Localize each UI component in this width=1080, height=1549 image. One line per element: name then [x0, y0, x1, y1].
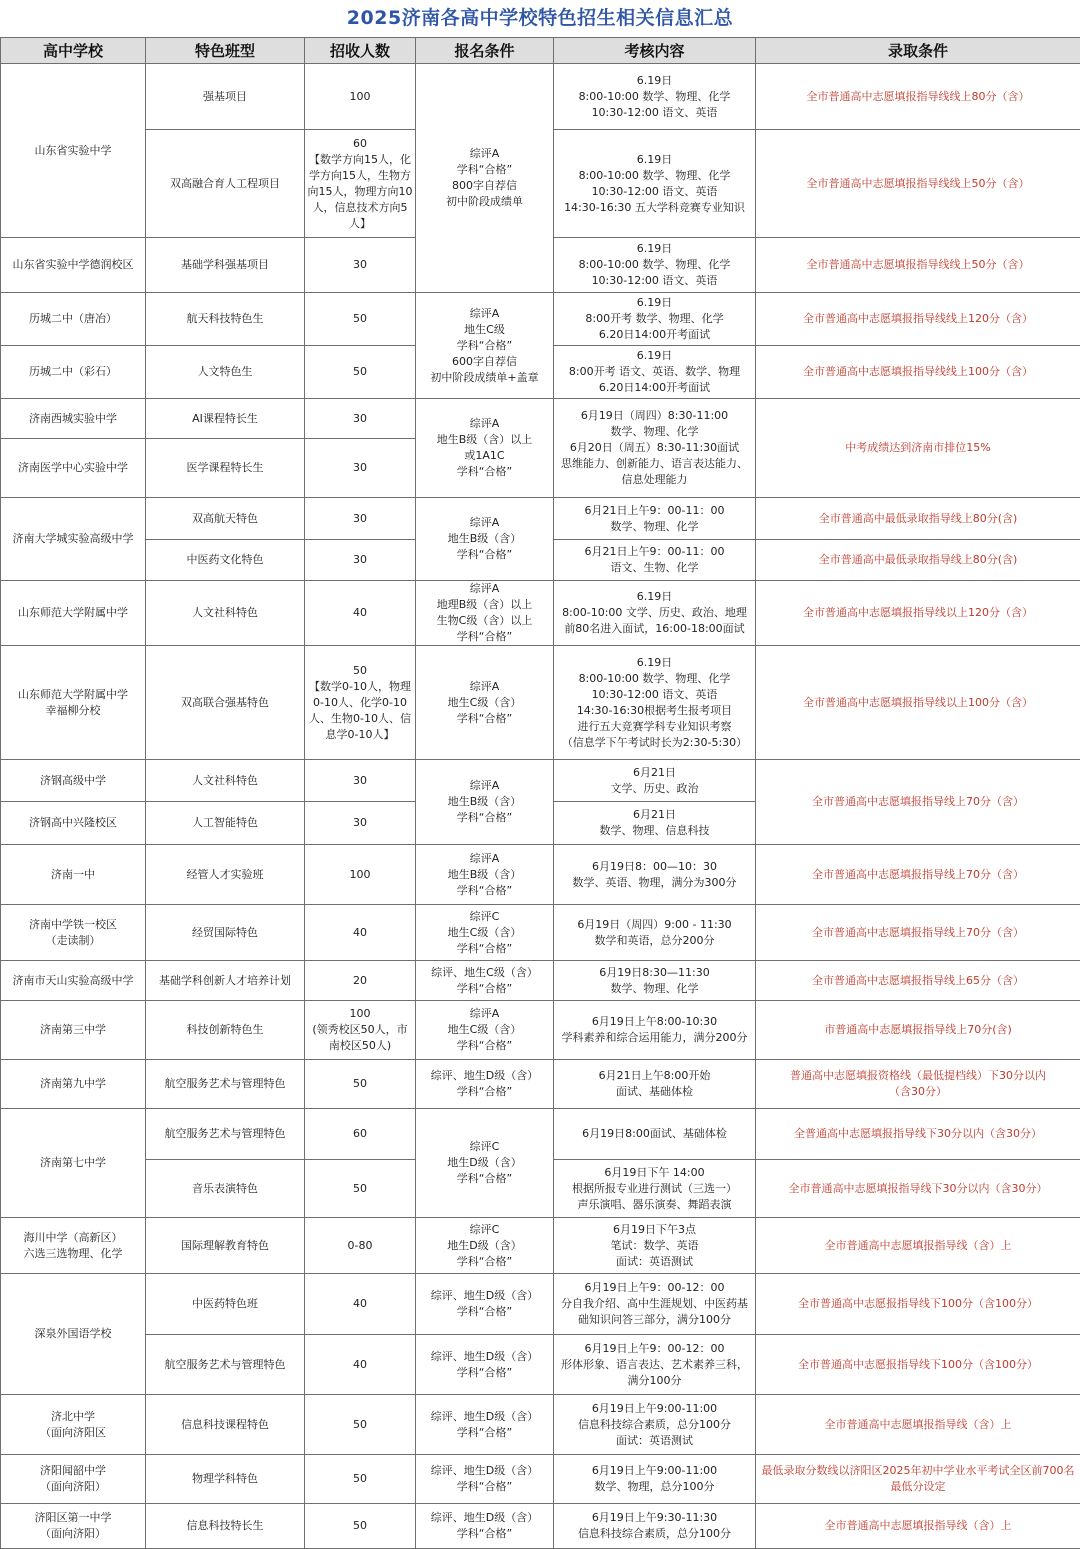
exam-cell: 6月21日上午8:00开始 面试、基础体检 [554, 1060, 756, 1109]
table-row [1, 1395, 1080, 1455]
exam-cell: 6月19日上午8:00-10:30 学科素养和综合运用能力，满分200分 [554, 1001, 756, 1060]
enrollment-cell: 40 [305, 905, 416, 961]
enrollment-cell: 100 (领秀校区50人，市南校区50人) [305, 1001, 416, 1060]
exam-cell: 6.19日 8:00开考 语文、英语、数学、物理 6.20日14:00开考面试 [554, 346, 756, 399]
school-cell: 济北中学 （面向济阳区 [1, 1395, 146, 1455]
exam-cell: 6月19日下午3点 笔试：数学、英语 面试：英语测试 [554, 1218, 756, 1274]
admission-cell: 全市普通高中志愿报指导线下100分（含100分） [756, 1274, 1080, 1335]
class-type-cell: 物理学科特色 [146, 1455, 305, 1504]
exam-cell: 6月21日 文学、历史、政治 [554, 760, 756, 802]
requirement-cell: 综评A 地理B级（含）以上 生物C级（含）以上 学科“合格” [416, 581, 554, 646]
enrollment-cell: 60 [305, 1109, 416, 1160]
school-cell: 济南一中 [1, 845, 146, 905]
table-row [1, 961, 1080, 1001]
school-cell: 济南市天山实验高级中学 [1, 961, 146, 1001]
requirement-cell: 综评、地生D级（含） 学科“合格” [416, 1060, 554, 1109]
requirement-cell: 综评A 地生C级（含） 学科“合格” [416, 646, 554, 760]
class-type-cell: 中医药特色班 [146, 1274, 305, 1335]
class-type-cell: 航空服务艺术与管理特色 [146, 1109, 305, 1160]
school-cell: 济南第九中学 [1, 1060, 146, 1109]
school-cell: 山东省实验中学德润校区 [1, 238, 146, 293]
exam-cell: 6月19日8:30—11:30 数学、物理、化学 [554, 961, 756, 1001]
exam-cell: 6.19日 8:00-10:00 数学、物理、化学 10:30-12:00 语文、英语 14:30-16:30 五大学科竞赛专业知识 [554, 130, 756, 238]
class-type-cell: 强基项目 [146, 64, 305, 130]
header-class-type: 特色班型 [146, 38, 305, 64]
enrollment-cell: 30 [305, 439, 416, 498]
exam-cell: 6月19日下午 14:00 根据所报专业进行测试（三选一） 声乐演唱、器乐演奏、舞蹈表演 [554, 1160, 756, 1218]
class-type-cell: 信息科技课程特色 [146, 1395, 305, 1455]
admission-cell: 全市普通高中志愿填报指导线线上120分（含） [756, 293, 1080, 346]
school-cell: 济钢高中兴隆校区 [1, 802, 146, 845]
class-type-cell: 人工智能特色 [146, 802, 305, 845]
school-cell: 济钢高级中学 [1, 760, 146, 802]
class-type-cell: 中医药文化特色 [146, 540, 305, 581]
school-cell: 历城二中（唐冶） [1, 293, 146, 346]
admission-cell: 全市普通高中志愿填报指导线以上120分（含） [756, 581, 1080, 646]
enrollment-cell: 50 【数学0-10人，物理0-10人、化学0-10人、生物0-10人、信息学0-10人】 [305, 646, 416, 760]
class-type-cell: 航天科技特色生 [146, 293, 305, 346]
table-row [1, 1335, 1080, 1395]
exam-cell: 6.19日 8:00开考 数学、物理、化学 6.20日14:00开考面试 [554, 293, 756, 346]
admission-cell: 全市普通高中志愿填报指导线上70分（含） [756, 845, 1080, 905]
school-cell: 海川中学（高新区） 六选三选物理、化学 [1, 1218, 146, 1274]
enrollment-cell: 30 [305, 760, 416, 802]
class-type-cell: 双高航天特色 [146, 498, 305, 540]
requirement-cell: 综评、地生C级（含） 学科“合格” [416, 961, 554, 1001]
class-type-cell: 基础学科强基项目 [146, 238, 305, 293]
school-cell: 济阳闻韶中学 （面向济阳） [1, 1455, 146, 1504]
exam-cell: 6.19日 8:00-10:00 文学、历史、政治、地理 前80名进入面试，16:00-18:00面试 [554, 581, 756, 646]
admission-cell: 市普通高中志愿填报指导线上70分(含) [756, 1001, 1080, 1060]
admission-cell: 普通高中志愿填报资格线（最低提档线）下30分以内 （含30分） [756, 1060, 1080, 1109]
enrollment-cell: 30 [305, 802, 416, 845]
table-row [1, 581, 1080, 646]
class-type-cell: 经管人才实验班 [146, 845, 305, 905]
admission-table [0, 37, 1080, 1549]
admission-cell: 最低录取分数线以济阳区2025年初中学业水平考试全区前700名最低分设定 [756, 1455, 1080, 1504]
table-row [1, 1504, 1080, 1549]
admission-cell: 中考成绩达到济南市排位15% [756, 399, 1080, 498]
requirement-cell: 综评A 地生B级（含） 学科“合格” [416, 845, 554, 905]
requirement-cell: 综评A 地生B级（含）以上 或1A1C 学科“合格” [416, 399, 554, 498]
enrollment-cell: 30 [305, 498, 416, 540]
requirement-cell: 综评C 地生D级（含） 学科“合格” [416, 1109, 554, 1218]
class-type-cell: AI课程特长生 [146, 399, 305, 439]
class-type-cell: 国际理解教育特色 [146, 1218, 305, 1274]
enrollment-cell: 50 [305, 293, 416, 346]
school-cell: 山东师范大学附属中学 [1, 581, 146, 646]
class-type-cell: 科技创新特色生 [146, 1001, 305, 1060]
enrollment-cell: 30 [305, 399, 416, 439]
class-type-cell: 人文特色生 [146, 346, 305, 399]
requirement-cell: 综评C 地生D级（含） 学科“合格” [416, 1218, 554, 1274]
table-row [1, 64, 1080, 130]
class-type-cell: 人文社科特色 [146, 581, 305, 646]
exam-cell: 6月19日（周四）9:00 - 11:30 数学和英语，总分200分 [554, 905, 756, 961]
requirement-cell: 综评、地生D级（含） 学科“合格” [416, 1395, 554, 1455]
exam-cell: 6.19日 8:00-10:00 数学、物理、化学 10:30-12:00 语文、英语 [554, 64, 756, 130]
enrollment-cell: 50 [305, 1395, 416, 1455]
enrollment-cell: 50 [305, 1060, 416, 1109]
class-type-cell: 音乐表演特色 [146, 1160, 305, 1218]
school-cell: 济南医学中心实验中学 [1, 439, 146, 498]
admission-cell: 全市普通高中最低录取指导线上80分(含) [756, 498, 1080, 540]
exam-cell: 6月19日8:00面试、基础体检 [554, 1109, 756, 1160]
requirement-cell: 综评、地生D级（含） 学科“合格” [416, 1274, 554, 1335]
school-cell: 山东省实验中学 [1, 64, 146, 238]
enrollment-cell: 50 [305, 1504, 416, 1549]
header-admission: 录取条件 [756, 38, 1080, 64]
admission-cell: 全市普通高中志愿填报指导线线上100分（含） [756, 346, 1080, 399]
table-row [1, 1218, 1080, 1274]
requirement-cell: 综评A 地生C级（含） 学科“合格” [416, 1001, 554, 1060]
school-cell: 济南大学城实验高级中学 [1, 498, 146, 581]
admission-cell: 全市普通高中志愿报指导线下100分（含100分） [756, 1335, 1080, 1395]
admission-cell: 全市普通高中志愿填报指导线上70分（含） [756, 905, 1080, 961]
school-cell: 济阳区第一中学 （面向济阳） [1, 1504, 146, 1549]
school-cell: 山东师范大学附属中学 幸福柳分校 [1, 646, 146, 760]
exam-cell: 6.19日 8:00-10:00 数学、物理、化学 10:30-12:00 语文、英语 [554, 238, 756, 293]
enrollment-cell: 30 [305, 540, 416, 581]
admission-cell: 全市普通高中志愿填报指导线（含）上 [756, 1395, 1080, 1455]
requirement-cell: 综评A 学科“合格” 800字自荐信 初中阶段成绩单 [416, 64, 554, 293]
school-cell: 深泉外国语学校 [1, 1274, 146, 1395]
class-type-cell: 双高融合育人工程项目 [146, 130, 305, 238]
admission-cell: 全市普通高中志愿填报指导线上65分（含） [756, 961, 1080, 1001]
enrollment-cell: 50 [305, 346, 416, 399]
class-type-cell: 经贸国际特色 [146, 905, 305, 961]
requirement-cell: 综评、地生D级（含） 学科“合格” [416, 1504, 554, 1549]
enrollment-cell: 50 [305, 1455, 416, 1504]
requirement-cell: 综评、地生D级（含） 学科“合格” [416, 1335, 554, 1395]
exam-cell: 6月19日上午9：00-12：00 分自我介绍、高中生涯规划、中医药基础知识问答三部分，满分100分 [554, 1274, 756, 1335]
admission-cell: 全市普通高中最低录取指导线上80分(含) [756, 540, 1080, 581]
admission-cell: 全市普通高中志愿填报指导线线上50分（含） [756, 238, 1080, 293]
header-requirements: 报名条件 [416, 38, 554, 64]
class-type-cell: 医学课程特长生 [146, 439, 305, 498]
requirement-cell: 综评A 地生B级（含） 学科“合格” [416, 760, 554, 845]
exam-cell: 6月19日上午9：00-12：00 形体形象、语言表达、艺术素养三科，满分100分 [554, 1335, 756, 1395]
table-row [1, 293, 1080, 346]
exam-cell: 6月19日上午9:00-11:00 信息科技综合素质，总分100分 面试：英语测试 [554, 1395, 756, 1455]
enrollment-cell: 0-80 [305, 1218, 416, 1274]
admission-cell: 全普通高中志愿填报指导线下30分以内（含30分） [756, 1109, 1080, 1160]
table-row [1, 760, 1080, 802]
admission-cell: 全市普通高中志愿填报指导线（含）上 [756, 1218, 1080, 1274]
school-cell: 济南西城实验中学 [1, 399, 146, 439]
enrollment-cell: 20 [305, 961, 416, 1001]
header-school: 高中学校 [1, 38, 146, 64]
table-row [1, 1455, 1080, 1504]
enrollment-cell: 30 [305, 238, 416, 293]
exam-cell: 6月21日上午9：00-11：00 数学、物理、化学 [554, 498, 756, 540]
exam-cell: 6月19日（周四）8:30-11:00 数学、物理、化学 6月20日（周五）8:30-11:30面试 思维能力、创新能力、语言表达能力、信息处理能力 [554, 399, 756, 498]
enrollment-cell: 40 [305, 1335, 416, 1395]
enrollment-cell: 100 [305, 64, 416, 130]
enrollment-cell: 60 【数学方向15人，化学方向15人，生物方向15人，物理方向10人，信息技术方向5人】 [305, 130, 416, 238]
school-cell: 历城二中（彩石） [1, 346, 146, 399]
header-row [1, 38, 1080, 64]
table-row [1, 1274, 1080, 1335]
school-cell: 济南中学铁一校区 （走读制） [1, 905, 146, 961]
exam-cell: 6月19日上午9:00-11:00 数学、物理，总分100分 [554, 1455, 756, 1504]
exam-cell: 6月19日8：00—10：30 数学、英语、物理，满分为300分 [554, 845, 756, 905]
class-type-cell: 人文社科特色 [146, 760, 305, 802]
admission-cell: 全市普通高中志愿填报指导线线上80分（含） [756, 64, 1080, 130]
admission-cell: 全市普通高中志愿填报指导线（含）上 [756, 1504, 1080, 1549]
table-row [1, 1001, 1080, 1060]
enrollment-cell: 40 [305, 1274, 416, 1335]
table-row [1, 646, 1080, 760]
class-type-cell: 基础学科创新人才培养计划 [146, 961, 305, 1001]
class-type-cell: 双高联合强基特色 [146, 646, 305, 760]
table-row [1, 399, 1080, 439]
admission-cell: 全市普通高中志愿填报指导线下30分以内（含30分） [756, 1160, 1080, 1218]
admission-cell: 全市普通高中志愿填报指导线线上50分（含） [756, 130, 1080, 238]
enrollment-cell: 50 [305, 1160, 416, 1218]
school-cell: 济南第七中学 [1, 1109, 146, 1218]
page-title: 2025济南各高中学校特色招生相关信息汇总 [0, 0, 1080, 37]
requirement-cell: 综评C 地生C级（含） 学科“合格” [416, 905, 554, 961]
admission-cell: 全市普通高中志愿填报指导线上70分（含） [756, 760, 1080, 845]
class-type-cell: 航空服务艺术与管理特色 [146, 1335, 305, 1395]
school-cell: 济南第三中学 [1, 1001, 146, 1060]
exam-cell: 6月21日上午9：00-11：00 语文、生物、化学 [554, 540, 756, 581]
enrollment-cell: 100 [305, 845, 416, 905]
table-row [1, 498, 1080, 540]
exam-cell: 6.19日 8:00-10:00 数学、物理、化学 10:30-12:00 语文、英语 14:30-16:30根据考生报考项目 进行五大竞赛学科专业知识考察 （信息学下午考试时长为2:30-5:30） [554, 646, 756, 760]
table-row [1, 1060, 1080, 1109]
requirement-cell: 综评A 地生B级（含） 学科“合格” [416, 498, 554, 581]
header-enrollment: 招收人数 [305, 38, 416, 64]
class-type-cell: 信息科技特长生 [146, 1504, 305, 1549]
table-row [1, 845, 1080, 905]
requirement-cell: 综评A 地生C级 学科“合格” 600字自荐信 初中阶段成绩单+盖章 [416, 293, 554, 399]
class-type-cell: 航空服务艺术与管理特色 [146, 1060, 305, 1109]
exam-cell: 6月21日 数学、物理、信息科技 [554, 802, 756, 845]
header-exam-content: 考核内容 [554, 38, 756, 64]
requirement-cell: 综评、地生D级（含） 学科“合格” [416, 1455, 554, 1504]
exam-cell: 6月19日上午9:30-11:30 信息科技综合素质，总分100分 [554, 1504, 756, 1549]
admission-cell: 全市普通高中志愿填报指导线以上100分（含） [756, 646, 1080, 760]
enrollment-cell: 40 [305, 581, 416, 646]
table-row [1, 1109, 1080, 1160]
table-row [1, 905, 1080, 961]
